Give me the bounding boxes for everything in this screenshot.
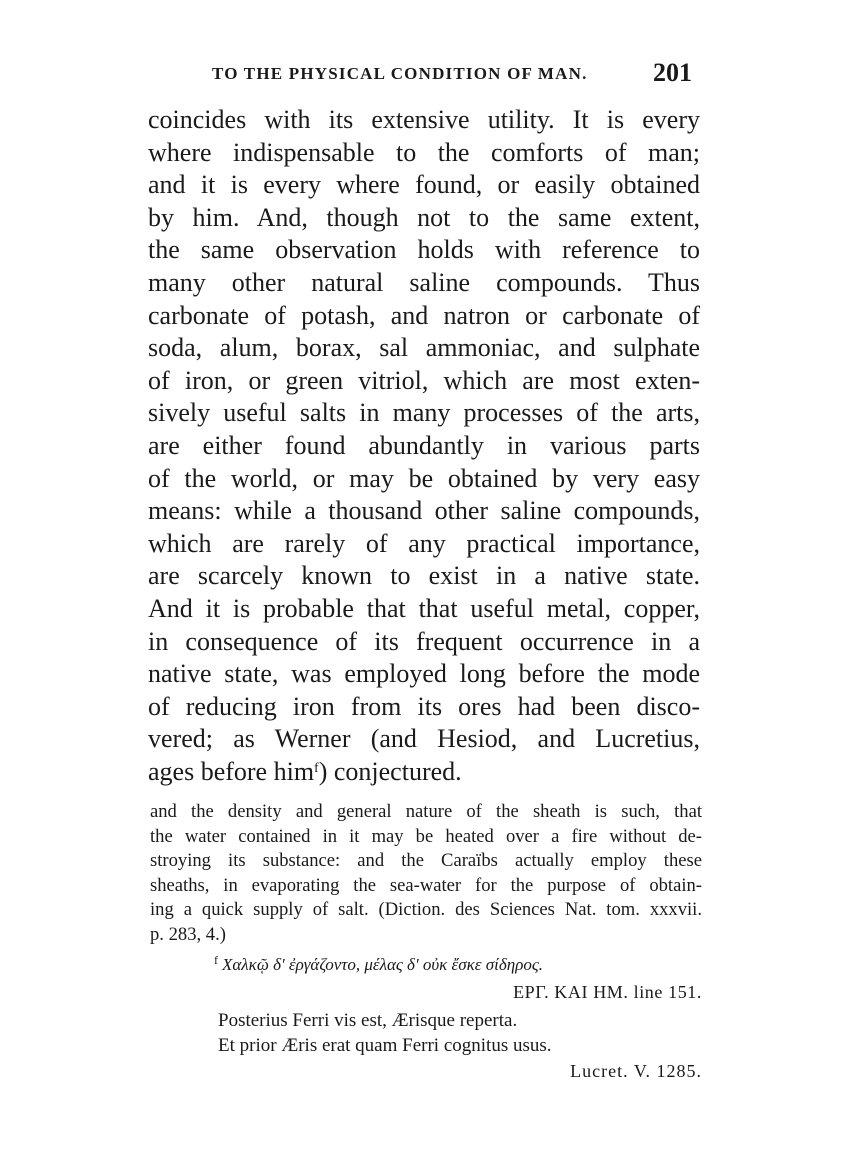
body-text: [148, 104, 700, 788]
footnote-line: p. 283, 4.): [150, 923, 226, 945]
greek-citation: ΕΡΓ. ΚΑΙ ΗΜ. line 151.: [513, 982, 702, 1002]
body-line: of reducing iron from its ores had been disco-: [148, 691, 700, 721]
body-line: And it is probable that that useful metal, copper,: [148, 593, 700, 623]
body-line: vered; as Werner (and Hesiod, and Lucretius,: [148, 724, 700, 754]
body-line: many other natural saline compounds. Thus: [148, 267, 700, 297]
body-line: coincides with its extensive utility. It is every: [148, 105, 700, 134]
footnote-line: ing a quick supply of salt. (Diction. des Sciences Nat. tom. xxxvii.: [150, 899, 702, 921]
footnote-continuation: [150, 800, 702, 948]
body-line: carbonate of potash, and natron or carbonate of: [148, 300, 700, 330]
body-line: of iron, or green vitriol, which are most exten-: [148, 365, 700, 395]
page-number: 201: [653, 58, 692, 87]
body-line: sively useful salts in many processes of the arts,: [148, 398, 700, 428]
latin-verse-line: Posterius Ferri vis est, Ærisque reperta.: [218, 1010, 518, 1031]
body-line: by him. And, though not to the same extent,: [148, 202, 700, 232]
body-line: are either found abundantly in various parts: [148, 430, 700, 460]
running-head-title: TO THE PHYSICAL CONDITION OF MAN.: [212, 64, 588, 83]
footnote-reference: f: [314, 760, 319, 776]
body-line: soda, alum, borax, sal ammoniac, and sulphate: [148, 333, 700, 363]
body-line: are scarcely known to exist in a native state.: [148, 561, 700, 591]
body-line: in consequence of its frequent occurrence in a: [148, 626, 700, 656]
greek-verse: [150, 955, 766, 975]
body-text-fragment: ) conjectured.: [318, 756, 462, 786]
greek-verse-text: Χαλκῷ δ' ἐργάζοντο, μέλας δ' οὐκ ἔσκε σίδηρος.: [222, 955, 543, 974]
footnote-line: the water contained in it may be heated over a fire without de-: [150, 825, 702, 847]
body-line: where indispensable to the comforts of man;: [148, 137, 700, 167]
footnote-line: stroying its substance: and the Caraïbs actually employ these: [150, 850, 702, 872]
footnote-line: sheaths, in evaporating the sea-water for the purpose of obtain-: [150, 874, 702, 896]
body-line: the same observation holds with reference to: [148, 235, 700, 265]
body-line: means: while a thousand other saline compounds,: [148, 496, 700, 526]
latin-verse-line: Et prior Æris erat quam Ferri cognitus usus.: [218, 1035, 552, 1056]
body-line: of the world, or may be obtained by very easy: [148, 463, 700, 493]
body-text-fragment: ages before him: [148, 756, 315, 786]
footnote-line: and the density and general nature of the sheath is such, that: [150, 801, 702, 822]
running-head: [148, 58, 696, 92]
body-line: native state, was employed long before the mode: [148, 659, 700, 689]
footnote-marker: f: [214, 953, 218, 967]
body-line: and it is every where found, or easily obtained: [148, 170, 700, 200]
body-line-last: [148, 756, 700, 789]
latin-citation: Lucret. V. 1285.: [570, 1061, 702, 1081]
body-line: which are rarely of any practical importance,: [148, 528, 700, 558]
